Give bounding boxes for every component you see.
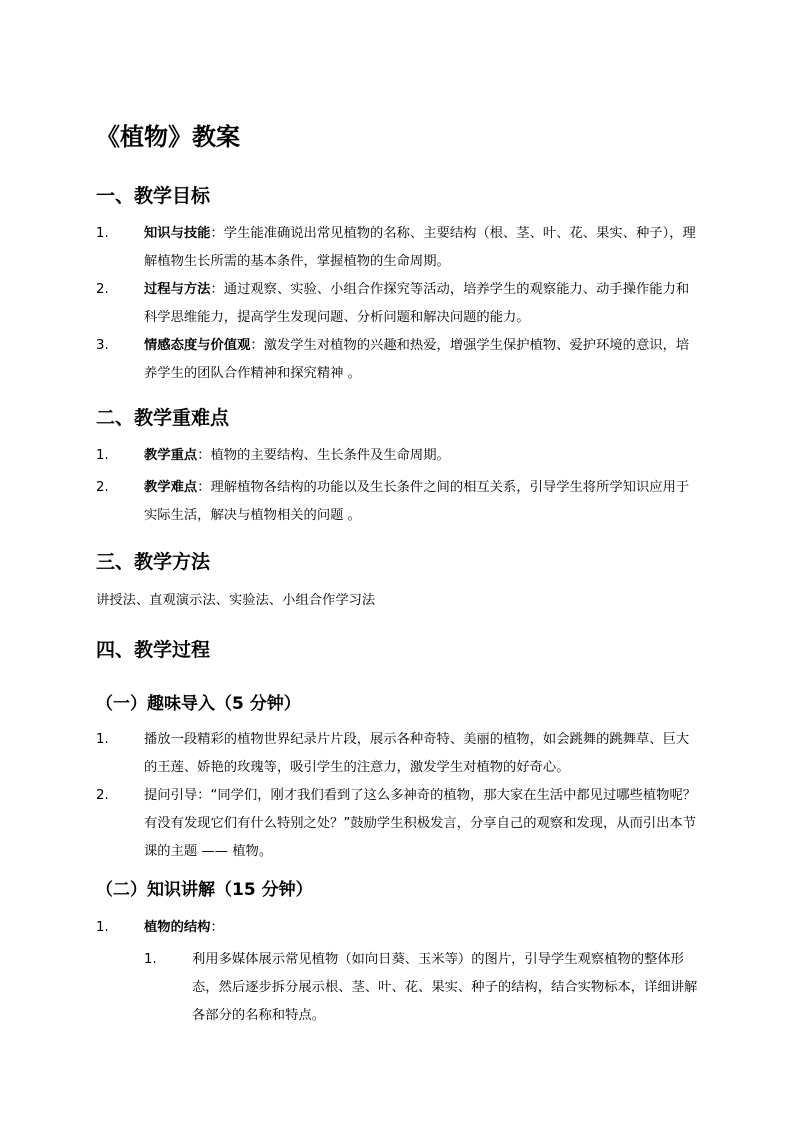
list-number: 1. — [96, 226, 109, 241]
item-text: 理解植物各结构的功能以及生长条件之间的相互关系，引导学生将所学知识应用于实际生活，解决与植物相关的问题 。 — [144, 480, 690, 523]
item-separator: ： — [210, 226, 224, 241]
list-number: 3. — [96, 338, 109, 353]
item-text: 通过观察、实验、小组合作探究等活动，培养学生的观察能力、动手操作能力和科学思维能力，提高学生发现问题、分析问题和解决问题的能力。 — [144, 282, 690, 325]
item-label: 植物的结构 — [144, 920, 211, 935]
item-text: 植物的主要结构、生长条件及生命周期。 — [210, 448, 450, 463]
item-label: 教学难点 — [144, 480, 198, 495]
list-item — [96, 726, 700, 782]
list-item — [96, 220, 700, 276]
item-separator: ： — [210, 920, 224, 935]
section-heading-process: 四、教学过程 — [96, 639, 211, 661]
list-number: 2. — [96, 282, 109, 297]
list-number: 1. — [96, 448, 109, 463]
item-text: 提问引导：“同学们，刚才我们看到了这么多神奇的植物，那大家在生活中都见过哪些植物呢？有没有发现它们有什么特别之处？”鼓励学生积极发言，分享自己的观察和发现，从而引出本节课的主题 —— 植物。 — [144, 788, 697, 859]
list-number: 1. — [96, 732, 109, 747]
item-label: 情感态度与价值观 — [144, 338, 251, 353]
item-separator: ： — [250, 338, 264, 353]
document-title: 《植物》教案 — [96, 123, 240, 151]
item-text: 播放一段精彩的植物世界纪录片片段，展示各种奇特、美丽的植物，如会跳舞的跳舞草、巨大的王莲、娇艳的玫瑰等，吸引学生的注意力，激发学生对植物的好奇心。 — [144, 732, 690, 775]
list-item — [96, 474, 700, 530]
list-item — [96, 914, 700, 942]
item-separator: ： — [210, 282, 224, 297]
list-number: 2. — [96, 788, 109, 803]
subsection-heading-intro: （一）趣味导入（5 分钟） — [96, 694, 301, 714]
item-label: 过程与方法 — [144, 282, 211, 297]
list-number: 2. — [96, 480, 109, 495]
subsection-heading-lecture: （二）知识讲解（15 分钟） — [96, 880, 313, 900]
item-separator: ： — [197, 448, 211, 463]
item-separator: ： — [197, 480, 211, 495]
list-item — [96, 332, 700, 388]
list-number: 1. — [96, 920, 109, 935]
sub-list-item — [96, 946, 700, 1030]
item-label: 知识与技能 — [144, 226, 211, 241]
methods-text: 讲授法、直观演示法、实验法、小组合作学习法 — [96, 593, 376, 608]
item-label: 教学重点 — [144, 448, 198, 463]
item-text: 利用多媒体展示常见植物（如向日葵、玉米等）的图片，引导学生观察植物的整体形态，然后逐步拆分展示根、茎、叶、花、果实、种子的结构，结合实物标本，详细讲解各部分的名称和特点。 — [192, 952, 698, 1023]
list-item — [96, 442, 700, 470]
item-text: 激发学生对植物的兴趣和热爱，增强学生保护植物、爱护环境的意识，培养学生的团队合作精神和探究精神 。 — [144, 338, 690, 381]
item-text: 学生能准确说出常见植物的名称、主要结构（根、茎、叶、花、果实、种子），理解植物生长所需的基本条件，掌握植物的生命周期。 — [144, 226, 696, 269]
list-item — [96, 276, 700, 332]
section-heading-objectives: 一、教学目标 — [96, 185, 211, 207]
list-number: 1. — [144, 952, 157, 967]
section-heading-methods: 三、教学方法 — [96, 551, 211, 573]
list-item — [96, 782, 700, 866]
section-heading-key-points: 二、教学重难点 — [96, 407, 230, 429]
